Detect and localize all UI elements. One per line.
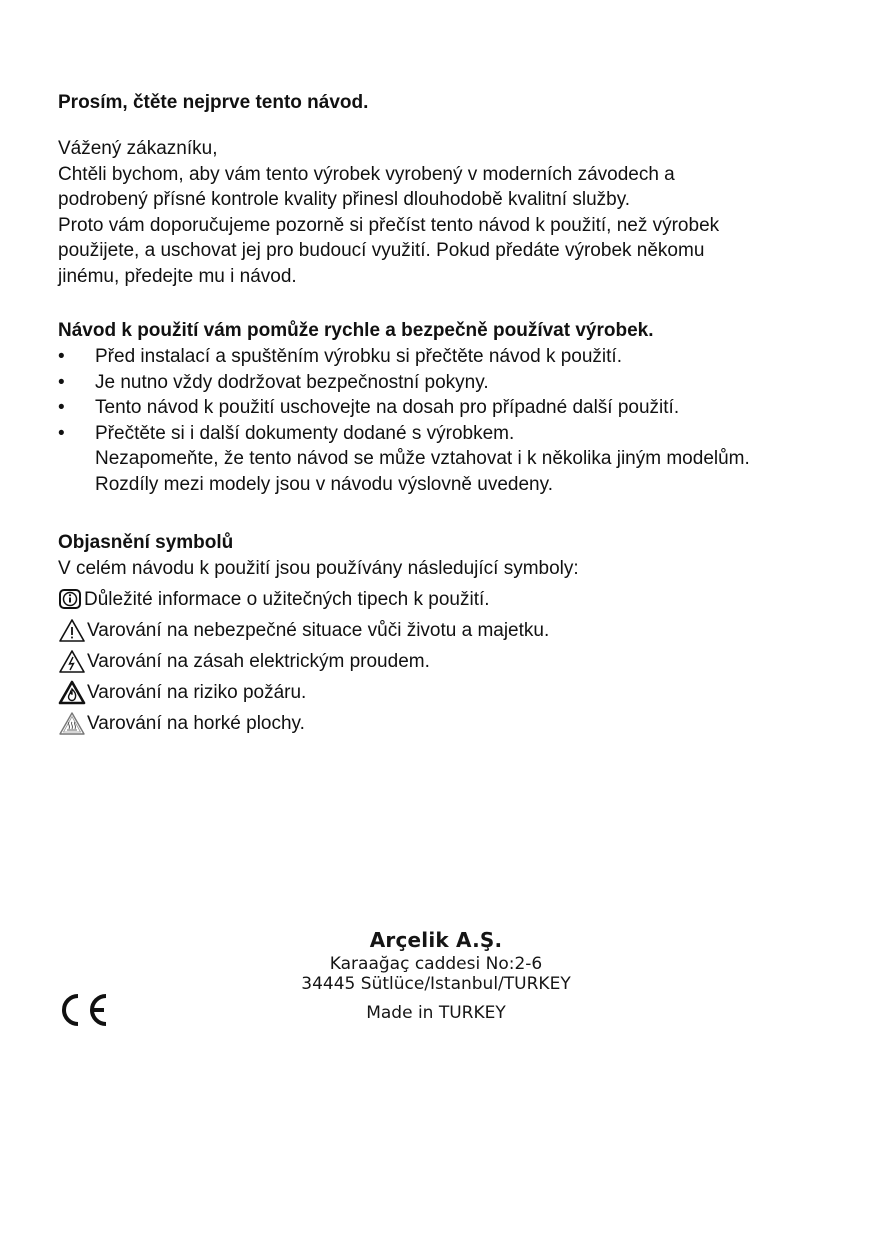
address-line: 34445 Sütlüce/Istanbul/TURKEY [301,974,571,994]
symbol-row-info [58,584,549,615]
bullet-dot: • [58,397,65,419]
intro-salutation: Vážený zákazníku, [58,138,218,159]
list-item [58,421,848,498]
bullet-list [58,344,848,498]
info-icon [58,588,83,612]
bullet-dot: • [58,346,65,367]
bullet-dot: • [58,371,65,393]
symbol-row-warning [58,615,549,646]
list-item [58,395,848,421]
symbol-text: Důležité informace o užitečných tipech k použití. [84,588,490,610]
symbol-row-hot-surface [58,708,549,739]
intro-line: použijete, a uschovat jej pro budoucí využití. Pokud předáte výrobek někomu [58,240,705,262]
fire-hazard-icon [58,680,86,706]
warning-icon [58,618,86,644]
heading-read-first: Prosím, čtěte nejprve tento návod. [58,92,369,113]
symbol-text: Varování na nebezpečné situace vůči životu a majetku. [87,619,550,641]
symbol-text: Varování na horké plochy. [87,712,305,734]
hot-surface-icon [58,711,86,737]
bullet-text: Tento návod k použití uschovejte na dosah pro případné další použití. [95,397,680,419]
symbol-text: Varování na riziko požáru. [87,681,307,703]
intro-line: Proto vám doporučujeme pozorně si přečíst tento návod k použití, než výrobek [58,214,720,236]
bullet-text: Je nutno vždy dodržovat bezpečnostní pokyny. [95,371,489,393]
ce-mark-icon [56,990,110,1030]
electric-shock-icon [58,649,86,675]
intro-line: podrobený přísné kontrole kvality přinesl dlouhodobě kvalitní služby. [58,189,631,211]
bullet-text: Před instalací a spuštěním výrobku si přečtěte návod k použití. [95,346,622,367]
made-in-label: Made in TURKEY [366,1003,506,1023]
bullet-text: Přečtěte si i další dokumenty dodané s výrobkem. [95,422,515,444]
bullet-continuation: Rozdíly mezi modely jsou v návodu výslovně uvedeny. [95,473,553,495]
symbol-text: Varování na zásah elektrickým proudem. [87,650,430,672]
intro-paragraph [58,136,848,290]
list-item [58,370,848,396]
heading-symbols: Objasnění symbolů [58,532,234,553]
intro-line: Chtěli bychom, aby vám tento výrobek vyrobený v moderních závodech a [58,163,675,185]
bullet-continuation: Nezapomeňte, že tento návod se může vztahovat i k několika jiným modelům. [95,448,750,470]
address-line: Karaağaç caddesi No:2-6 [329,954,543,974]
company-name: Arçelik A.Ş. [369,928,503,952]
symbols-intro: V celém návodu k použití jsou používány následující symboly: [58,558,579,579]
symbol-row-fire [58,677,549,708]
intro-line: jinému, předejte mu i návod. [58,265,297,287]
heading-manual: Návod k použití vám pomůže rychle a bezpečně používat výrobek. [58,320,654,341]
bullet-dot: • [58,422,65,444]
symbol-row-electric [58,646,549,677]
list-item [58,344,848,370]
symbol-list [58,584,549,739]
